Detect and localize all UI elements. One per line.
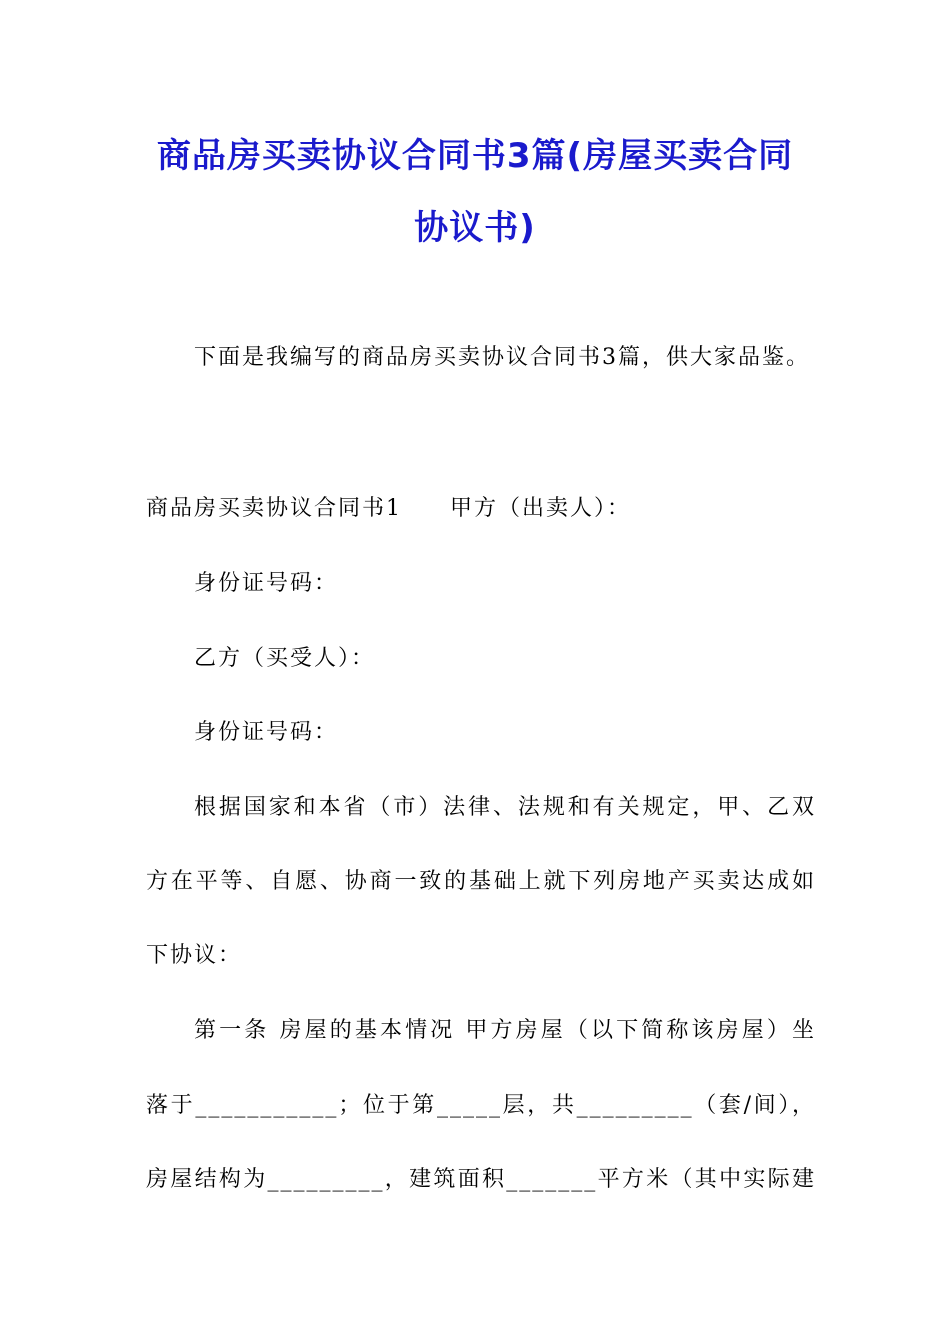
article-1-line-3: 房屋结构为_________，建筑面积_______平方米（其中实际建 (146, 1167, 816, 1192)
party-b-id-line: 身份证号码： (194, 720, 339, 745)
document-title-line-1: 商品房买卖协议合同书3篇(房屋买卖合同 (156, 136, 794, 176)
agreement-basis-line-2: 方在平等、自愿、协商一致的基础上就下列房地产买卖达成如 (146, 869, 816, 894)
document-title-line-2: 协议书) (414, 208, 536, 248)
party-a-id-line: 身份证号码： (194, 571, 339, 596)
party-b-line: 乙方（买受人）： (194, 646, 376, 671)
agreement-basis-line-1: 根据国家和本省（市）法律、法规和有关规定，甲、乙双 (194, 795, 816, 820)
article-1-line-2: 落于___________；位于第_____层，共_________（套/间）， (146, 1093, 816, 1118)
section-heading-party-a: 商品房买卖协议合同书1 甲方（出卖人）： (146, 496, 631, 521)
article-1-line-1: 第一条 房屋的基本情况 甲方房屋（以下简称该房屋）坐 (194, 1018, 816, 1043)
intro-paragraph: 下面是我编写的商品房买卖协议合同书3篇，供大家品鉴。 (194, 345, 810, 370)
agreement-basis-line-3: 下协议： (146, 943, 243, 968)
